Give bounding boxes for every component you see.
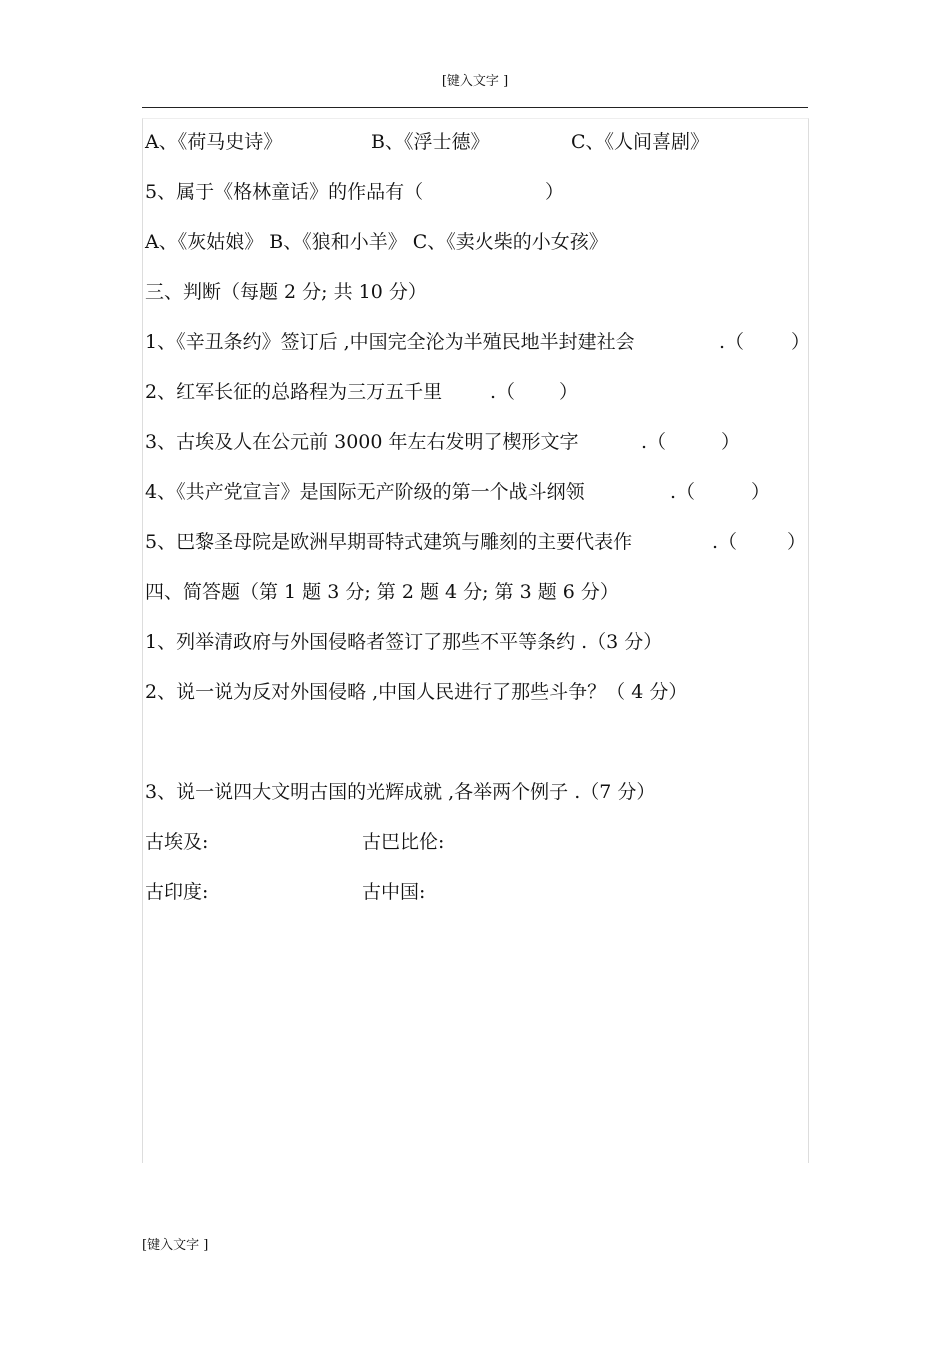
judge-item: [145, 329, 811, 355]
judge-item-close: ）: [791, 331, 811, 353]
judge-item: [145, 529, 807, 555]
judge-item-text: 2、红军长征的总路程为三万五千里: [145, 381, 443, 403]
section3-title: 三、判断（每题 2 分; 共 10 分）: [145, 281, 427, 303]
short-answer-q1: 1、列举清政府与外国侵略者签订了那些不平等条约 .（3 分）: [145, 631, 663, 653]
judge-item-mark: .（: [719, 331, 745, 353]
judge-item-mark: .（: [670, 481, 696, 503]
judge-item: [145, 429, 741, 455]
judge-item-mark: .（: [712, 531, 738, 553]
page-header: [键入文字 ]: [441, 74, 509, 89]
judge-item-close: ）: [721, 431, 741, 453]
q5-text: 5、属于《格林童话》的作品有（: [145, 181, 424, 203]
judge-item: [145, 379, 579, 405]
option-c: C、《人间喜剧》: [571, 131, 710, 153]
judge-item-mark: .（: [641, 431, 667, 453]
q4-options: [145, 129, 710, 155]
q5-stem: [145, 179, 565, 205]
section4-title: 四、简答题（第 1 题 3 分; 第 2 题 4 分; 第 3 题 6 分）: [145, 581, 619, 603]
judge-item-close: ）: [751, 481, 771, 503]
option-b: B、《浮士德》: [371, 131, 490, 153]
header-rule: [142, 107, 808, 108]
page-footer: [键入文字 ]: [142, 1238, 209, 1253]
civ-egypt-label: 古埃及:: [145, 831, 209, 853]
q5-options: A、《灰姑娘》 B、《狼和小羊》 C、《卖火柴的小女孩》: [145, 231, 608, 253]
judge-item-text: 3、古埃及人在公元前 3000 年左右发明了楔形文字: [145, 431, 579, 453]
short-answer-q3: 3、说一说四大文明古国的光辉成就 ,各举两个例子 .（7 分）: [145, 781, 656, 803]
civ-india-label: 古印度:: [145, 881, 209, 903]
civ-china-label: 古中国:: [362, 881, 426, 903]
judge-item-text: 1、《辛丑条约》签订后 ,中国完全沦为半殖民地半封建社会: [145, 331, 635, 353]
judge-item-text: 5、巴黎圣母院是欧洲早期哥特式建筑与雕刻的主要代表作: [145, 531, 633, 553]
option-a: A、《荷马史诗》: [145, 131, 283, 153]
short-answer-q2: 2、说一说为反对外国侵略 ,中国人民进行了那些斗争？（ 4 分）: [145, 681, 688, 703]
judge-item-close: ）: [559, 381, 579, 403]
q5-close-paren: ）: [545, 181, 565, 203]
civ-babylon-label: 古巴比伦:: [362, 831, 445, 853]
judge-item-close: ）: [787, 531, 807, 553]
judge-item: [145, 479, 771, 505]
judge-item-mark: .（: [490, 381, 516, 403]
judge-item-text: 4、《共产党宣言》是国际无产阶级的第一个战斗纲领: [145, 481, 585, 503]
